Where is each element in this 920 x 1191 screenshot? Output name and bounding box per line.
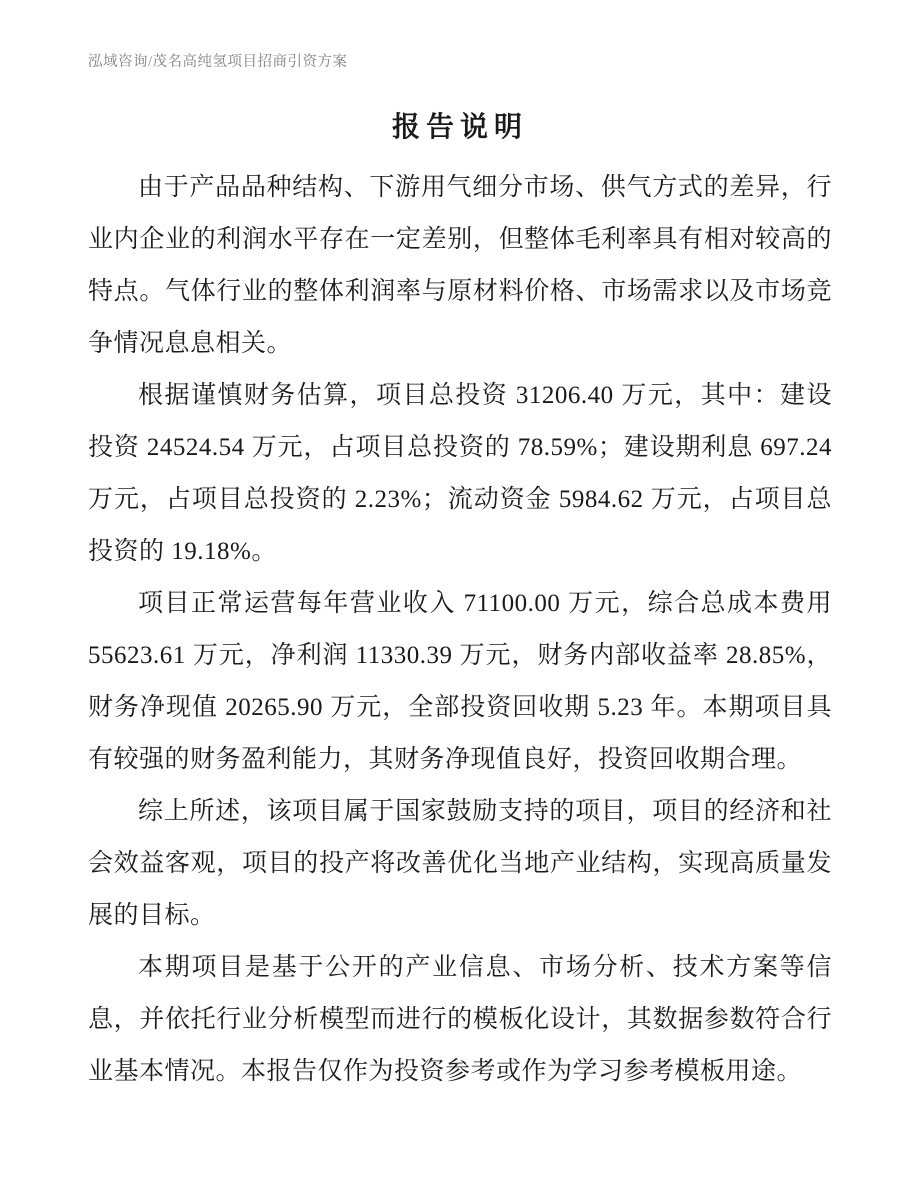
paragraph-operating-financials: 项目正常运营每年营业收入 71100.00 万元，综合总成本费用 55623.61 万元，净利润 11330.39 万元，财务内部收益率 28.85%，财务净现值 20265.90 万元，全部投资回收期 5.23 年。本期项目具有较强的财务盈利能力，其财务净现值良好，投资回收期合理。 — [88, 590, 832, 773]
page-title: 报告说明 — [391, 112, 528, 143]
document-body — [88, 162, 832, 1098]
paragraph-total-investment: 根据谨慎财务估算，项目总投资 31206.40 万元，其中：建设投资 24524.54 万元，占项目总投资的 78.59%；建设期利息 697.24 万元，占项目总投资的 2.23%；流动资金 5984.62 万元，占项目总投资的 19.18%。 — [88, 382, 832, 565]
paragraph-industry-margin: 由于产品品种结构、下游用气细分市场、供气方式的差异，行业内企业的利润水平存在一定差别，但整体毛利率具有相对较高的特点。气体行业的整体利润率与原材料价格、市场需求以及市场竞争情况息息相关。 — [88, 174, 832, 357]
paragraph-conclusion: 综上所述，该项目属于国家鼓励支持的项目，项目的经济和社会效益客观，项目的投产将改善优化当地产业结构，实现高质量发展的目标。 — [88, 798, 832, 929]
paragraph-disclaimer: 本期项目是基于公开的产业信息、市场分析、技术方案等信息，并依托行业分析模型而进行的模板化设计，其数据参数符合行业基本情况。本报告仅作为投资参考或作为学习参考模板用途。 — [88, 954, 832, 1085]
document-header-breadcrumb: 泓域咨询/茂名高纯氢项目招商引资方案 — [88, 54, 348, 70]
